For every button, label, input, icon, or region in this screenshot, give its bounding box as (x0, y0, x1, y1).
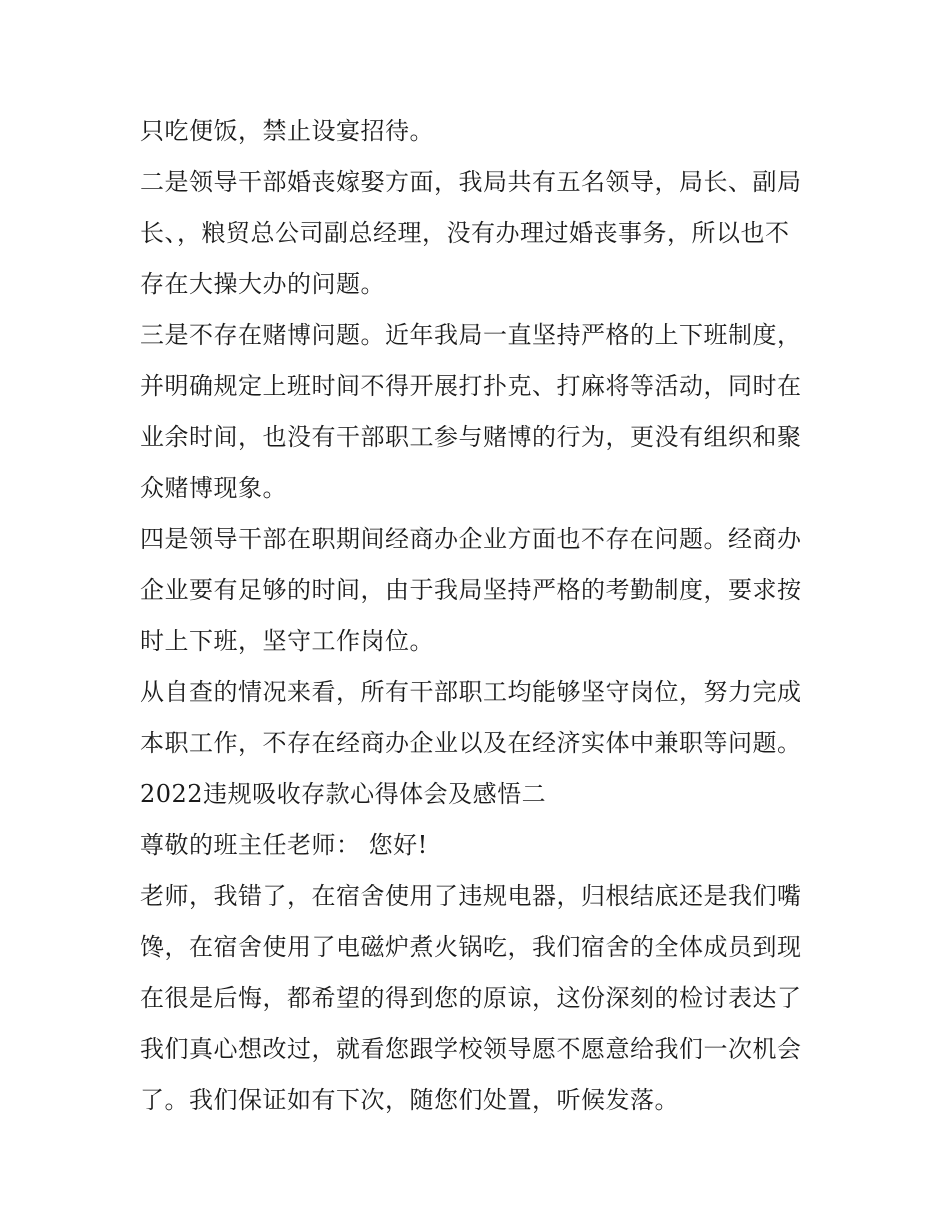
text-line: 四是领导干部在职期间经商办企业方面也不存在问题。经商办 (140, 525, 802, 553)
document-body (140, 106, 812, 1126)
text-line: 老师，我错了，在宿舍使用了违规电器，归根结底还是我们嘴 (140, 882, 802, 910)
text-line: 我们真心想改过，就看您跟学校领导愿不愿意给我们一次机会 (140, 1035, 802, 1063)
text-line: 业余时间，也没有干部职工参与赌博的行为，更没有组织和聚 (140, 423, 802, 451)
paragraph (140, 871, 812, 1126)
paragraph (140, 310, 812, 514)
paragraph (140, 820, 812, 871)
text-line: 企业要有足够的时间，由于我局坚持严格的考勤制度，要求按 (140, 576, 802, 604)
paragraph (140, 769, 812, 820)
text-line: 本职工作，不存在经商办企业以及在经济实体中兼职等问题。 (140, 729, 802, 757)
text-line: 长、，粮贸总公司副总经理，没有办理过婚丧事务，所以也不 (140, 219, 790, 247)
text-line: 时上下班，坚守工作岗位。 (140, 627, 434, 655)
paragraph (140, 667, 812, 769)
text-line: 二是领导干部婚丧嫁娶方面，我局共有五名领导，局长、副局 (140, 168, 802, 196)
text-line: 众赌博现象。 (140, 474, 287, 502)
text-line: 尊敬的班主任老师： 您好! (140, 831, 428, 859)
text-line: 并明确规定上班时间不得开展打扑克、打麻将等活动，同时在 (140, 372, 802, 400)
text-line: 存在大操大办的问题。 (140, 270, 385, 298)
text-line: 从自查的情况来看，所有干部职工均能够坚守岗位，努力完成 (140, 678, 802, 706)
paragraph (140, 106, 812, 157)
text-line: 2022违规吸收存款心得体会及感悟二 (140, 780, 547, 808)
text-line: 馋，在宿舍使用了电磁炉煮火锅吃，我们宿舍的全体成员到现 (140, 933, 802, 961)
text-line: 只吃便饭，禁止设宴招待。 (140, 117, 434, 145)
text-line: 三是不存在赌博问题。近年我局一直坚持严格的上下班制度， (140, 321, 802, 349)
text-line: 了。我们保证如有下次，随您们处置，听候发落。 (140, 1086, 679, 1114)
paragraph (140, 514, 812, 667)
text-line: 在很是后悔，都希望的得到您的原谅，这份深刻的检讨表达了 (140, 984, 802, 1012)
paragraph (140, 157, 812, 310)
